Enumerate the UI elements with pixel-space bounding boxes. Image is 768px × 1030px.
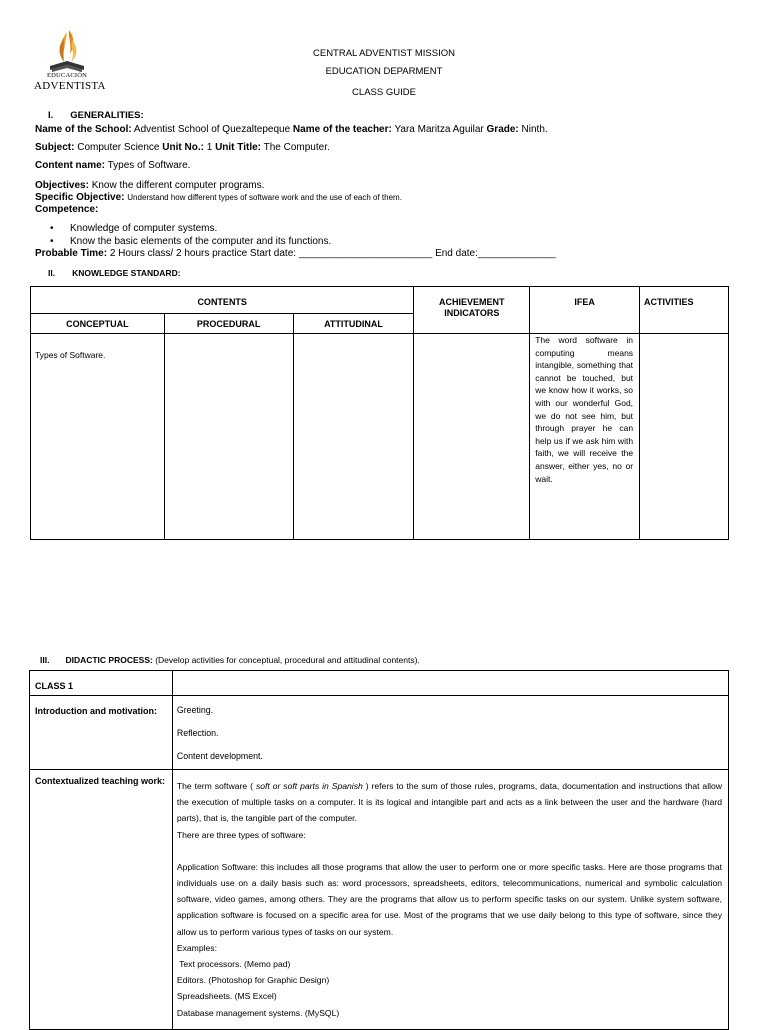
section-2-heading — [48, 268, 181, 278]
class-label: CLASS 1 — [30, 671, 173, 696]
ifea-header: IFEA — [530, 287, 640, 334]
introduction-label: Introduction and motivation: — [30, 696, 173, 770]
unit-title-label: Unit Title: — [215, 142, 261, 153]
school-logo — [34, 30, 106, 94]
example-item: Database management systems. (MySQL) — [176, 1007, 340, 1018]
examples-label: Examples: — [176, 942, 217, 953]
specific-objective-line — [35, 192, 402, 203]
content-value: Types of Software. — [107, 160, 191, 171]
objectives-line — [35, 180, 264, 191]
knowledge-standard-table — [30, 286, 729, 540]
paragraph-software-definition: The term software ( soft or soft parts in Spanish ) refers to the sum of those rules, programs, data, documentation and instructions that allow the execution of multiple tasks on a computer. It is its logical and intangible part and acts as a link between the user and the hardware (hard parts), that is, the tangible part of the computer. — [176, 781, 723, 824]
objectives-value: Know the different computer programs. — [91, 180, 265, 191]
grade-label: Grade: — [486, 124, 519, 135]
section-3-note: (Develop activities for conceptual, procedural and attitudinal contents). — [155, 655, 420, 665]
unit-value: 1 — [206, 142, 213, 153]
intro-item: Reflection. — [176, 728, 219, 738]
competence-item: • Know the basic elements of the computer and its functions. — [52, 236, 331, 247]
school-label: Name of the School: — [35, 124, 132, 135]
subject-value: Computer Science — [77, 142, 160, 153]
section-2-title: KNOWLEDGE STANDARD: — [72, 268, 181, 278]
logo-text-top: EDUCACIÓN — [46, 72, 88, 79]
school-value: Adventist School of Quezaltepeque — [133, 124, 291, 135]
department-title: EDUCATION DEPARMENT — [325, 66, 443, 77]
activities-cell — [640, 334, 729, 540]
class-empty-cell — [172, 671, 728, 696]
section-3-heading — [40, 655, 420, 665]
contents-header: CONTENTS — [31, 287, 414, 314]
probable-time-label: Probable Time: — [35, 248, 108, 259]
content-line — [35, 160, 190, 171]
section-2-number: II. — [48, 268, 56, 278]
unit-label: Unit No.: — [162, 142, 204, 153]
section-3-title: DIDACTIC PROCESS: — [65, 655, 153, 665]
attitudinal-header: ATTITUDINAL — [293, 314, 414, 334]
procedural-header: PROCEDURAL — [164, 314, 293, 334]
achievement-indicators-header: ACHIEVEMENT INDICATORS — [414, 287, 530, 334]
teacher-value: Yara Maritza Aguilar — [394, 124, 484, 135]
subject-label: Subject: — [35, 142, 75, 153]
probable-time-value: 2 Hours class/ 2 hours practice Start date: ________________________ End date:______________ — [109, 248, 556, 259]
unit-title-value: The Computer. — [263, 142, 330, 153]
example-item: Text processors. (Memo pad) — [176, 959, 291, 970]
objectives-label: Objectives: — [35, 180, 89, 191]
teacher-label: Name of the teacher: — [292, 124, 392, 135]
section-1-heading — [48, 110, 144, 121]
guide-title: CLASS GUIDE — [352, 87, 416, 98]
paragraph-application-software: Application Software: this includes all those programs that allow the user to perform one or more specific tasks. Here are those programs that individuals use on a daily basis such as: word processors, spreadsheets, editors, telecommunications, numerical and symbolic calculation software, video games, among others. They are the programs that allow us to perform specific tasks on our system. Unlike system software, application software is focused on a specific area for use. Most of the programs that we use daily belong to this type of software, since they allow us to perform various types of tasks on our system. — [176, 861, 722, 937]
contextualized-label: Contextualized teaching work: — [30, 770, 173, 1030]
didactic-process-table — [29, 670, 729, 1030]
attitudinal-cell — [293, 334, 414, 540]
intro-item: Content development. — [176, 751, 263, 761]
content-label: Content name: — [35, 160, 105, 171]
specific-objective-value: Understand how different types of software work and the use of each of them. — [127, 193, 402, 202]
competence-item: • Knowledge of computer systems. — [52, 223, 217, 234]
conceptual-cell: Types of Software. — [31, 334, 165, 540]
example-item: Spreadsheets. (MS Excel) — [176, 991, 277, 1002]
specific-objective-label: Specific Objective: — [35, 192, 125, 203]
mission-title: CENTRAL ADVENTIST MISSION — [313, 48, 455, 59]
section-1-title: GENERALITIES: — [70, 110, 144, 121]
section-3-number: III. — [40, 655, 50, 665]
ifea-cell: The word software in computing means intangible, something that cannot be touched, but we know how it works, so with our wonderful God, we do not see him, but through prayer he can help us if we ask him with faith, we will receive the answer, either yes, no or wait. — [530, 334, 640, 540]
introduction-cell — [172, 696, 728, 770]
activities-header: ACTIVITIES — [640, 287, 729, 334]
intro-item: Greeting. — [176, 705, 214, 715]
section-1-number: I. — [48, 110, 54, 121]
school-line — [35, 124, 548, 135]
paragraph-types-intro: There are three types of software: — [176, 829, 306, 840]
contextualized-cell — [172, 770, 728, 1030]
logo-text-bottom: ADVENTISTA — [34, 80, 106, 92]
subject-line — [35, 142, 330, 153]
achievement-cell — [414, 334, 530, 540]
conceptual-header: CONCEPTUAL — [31, 314, 165, 334]
procedural-cell — [164, 334, 293, 540]
probable-time-line — [35, 248, 556, 259]
competence-label: Competence: — [35, 204, 99, 215]
example-item: Editors. (Photoshop for Graphic Design) — [176, 975, 330, 986]
grade-value: Ninth. — [521, 124, 548, 135]
